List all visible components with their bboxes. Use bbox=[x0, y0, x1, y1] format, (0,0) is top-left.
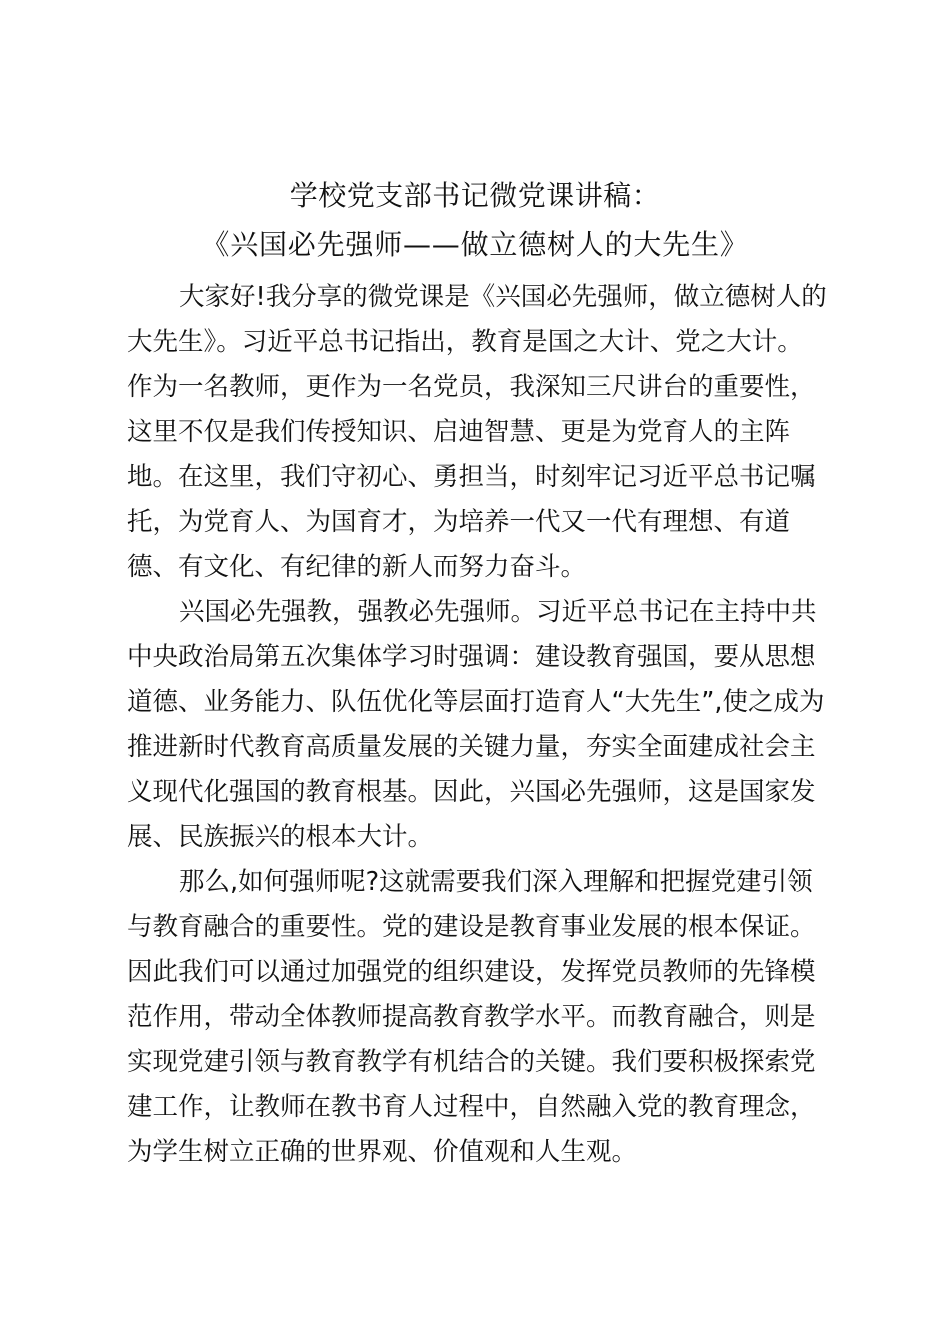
paragraph-1 bbox=[127, 275, 827, 590]
paragraph-line: 那么,如何强师呢?这就需要我们深入理解和把握党建引领 bbox=[179, 867, 813, 897]
paragraph-line: 大家好!我分享的微党课是《兴国必先强师，做立德树人的 bbox=[179, 282, 827, 312]
paragraph-line: 建工作，让教师在教书育人过程中，自然融入党的教育理念， bbox=[127, 1092, 816, 1122]
paragraph-line: 大先生》。习近平总书记指出，教育是国之大计、党之大计。 bbox=[127, 327, 803, 357]
paragraph-line: 这里不仅是我们传授知识、启迪智慧、更是为党育人的主阵 bbox=[127, 417, 791, 447]
paragraph-line: 道德、业务能力、队伍优化等层面打造育人“大先生”,使之成为 bbox=[127, 687, 825, 717]
paragraph-line: 因此我们可以通过加强党的组织建设，发挥党员教师的先锋模 bbox=[127, 957, 816, 987]
paragraph-line: 范作用，带动全体教师提高教育教学水平。而教育融合，则是 bbox=[127, 1002, 816, 1032]
document-body bbox=[127, 275, 827, 1175]
paragraph-line: 作为一名教师，更作为一名党员，我深知三尺讲台的重要性， bbox=[127, 372, 816, 402]
paragraph-line: 义现代化强国的教育根基。因此，兴国必先强师，这是国家发 bbox=[127, 777, 816, 807]
paragraph-line: 兴国必先强教，强教必先强师。习近平总书记在主持中共 bbox=[179, 597, 817, 627]
document-title-line-1: 学校党支部书记微党课讲稿： bbox=[289, 179, 661, 212]
paragraph-line: 展、民族振兴的根本大计。 bbox=[127, 822, 434, 852]
paragraph-line: 实现党建引领与教育教学有机结合的关键。我们要积极探索党 bbox=[127, 1047, 816, 1077]
document-title-line-2: 《兴国必先强师——做立德树人的大先生》 bbox=[201, 228, 749, 261]
paragraph-line: 托，为党育人、为国育才，为培养一代又一代有理想、有道 bbox=[127, 507, 791, 537]
paragraph-line: 与教育融合的重要性。党的建设是教育事业发展的根本保证。 bbox=[127, 912, 816, 942]
paragraph-line: 为学生树立正确的世界观、价值观和人生观。 bbox=[127, 1137, 638, 1167]
paragraph-2 bbox=[127, 590, 827, 860]
paragraph-line: 推进新时代教育高质量发展的关键力量，夯实全面建成社会主 bbox=[127, 732, 816, 762]
paragraph-line: 地。在这里，我们守初心、勇担当，时刻牢记习近平总书记嘱 bbox=[127, 462, 816, 492]
paragraph-3 bbox=[127, 860, 827, 1175]
paragraph-line: 中央政治局第五次集体学习时强调：建设教育强国，要从思想 bbox=[127, 642, 816, 672]
paragraph-line: 德、有文化、有纪律的新人而努力奋斗。 bbox=[127, 552, 587, 582]
